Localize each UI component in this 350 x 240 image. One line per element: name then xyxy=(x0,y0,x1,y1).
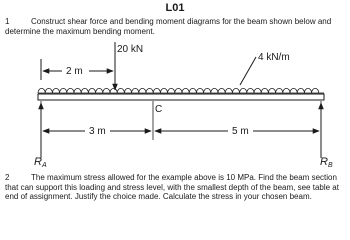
dimension-label-2m: 2 m xyxy=(66,66,83,77)
dimension-label-3m: 3 m xyxy=(89,126,106,137)
dimension-label-5m: 5 m xyxy=(232,126,249,137)
udl-label: 4 kN/m xyxy=(258,52,290,63)
page-title: L01 xyxy=(165,2,185,14)
question-2-number: 2 xyxy=(5,173,10,182)
question-2 xyxy=(5,173,347,202)
point-load-label: 20 kN xyxy=(117,44,144,55)
question-1-number: 1 xyxy=(5,17,10,26)
reaction-a-label: RA xyxy=(34,156,47,169)
udl-coils xyxy=(38,88,319,93)
point-c-label: C xyxy=(155,104,163,115)
udl-coil-path xyxy=(38,88,319,93)
beam xyxy=(38,94,324,100)
question-2-text: The maximum stress allowed for the example above is 10 MPa. Find the beam section that can support this loading and stress level, with the smallest depth of the beam, see table at end of assignment. Justify the choice made. Calculate the stress in your chosen beam. xyxy=(5,173,339,201)
reaction-b-label: RB xyxy=(320,156,333,169)
question-1-text: Construct shear force and bending moment diagrams for the beam shown below and determine the maximum bending moment. xyxy=(5,17,332,36)
udl-pointer-line xyxy=(240,57,256,85)
